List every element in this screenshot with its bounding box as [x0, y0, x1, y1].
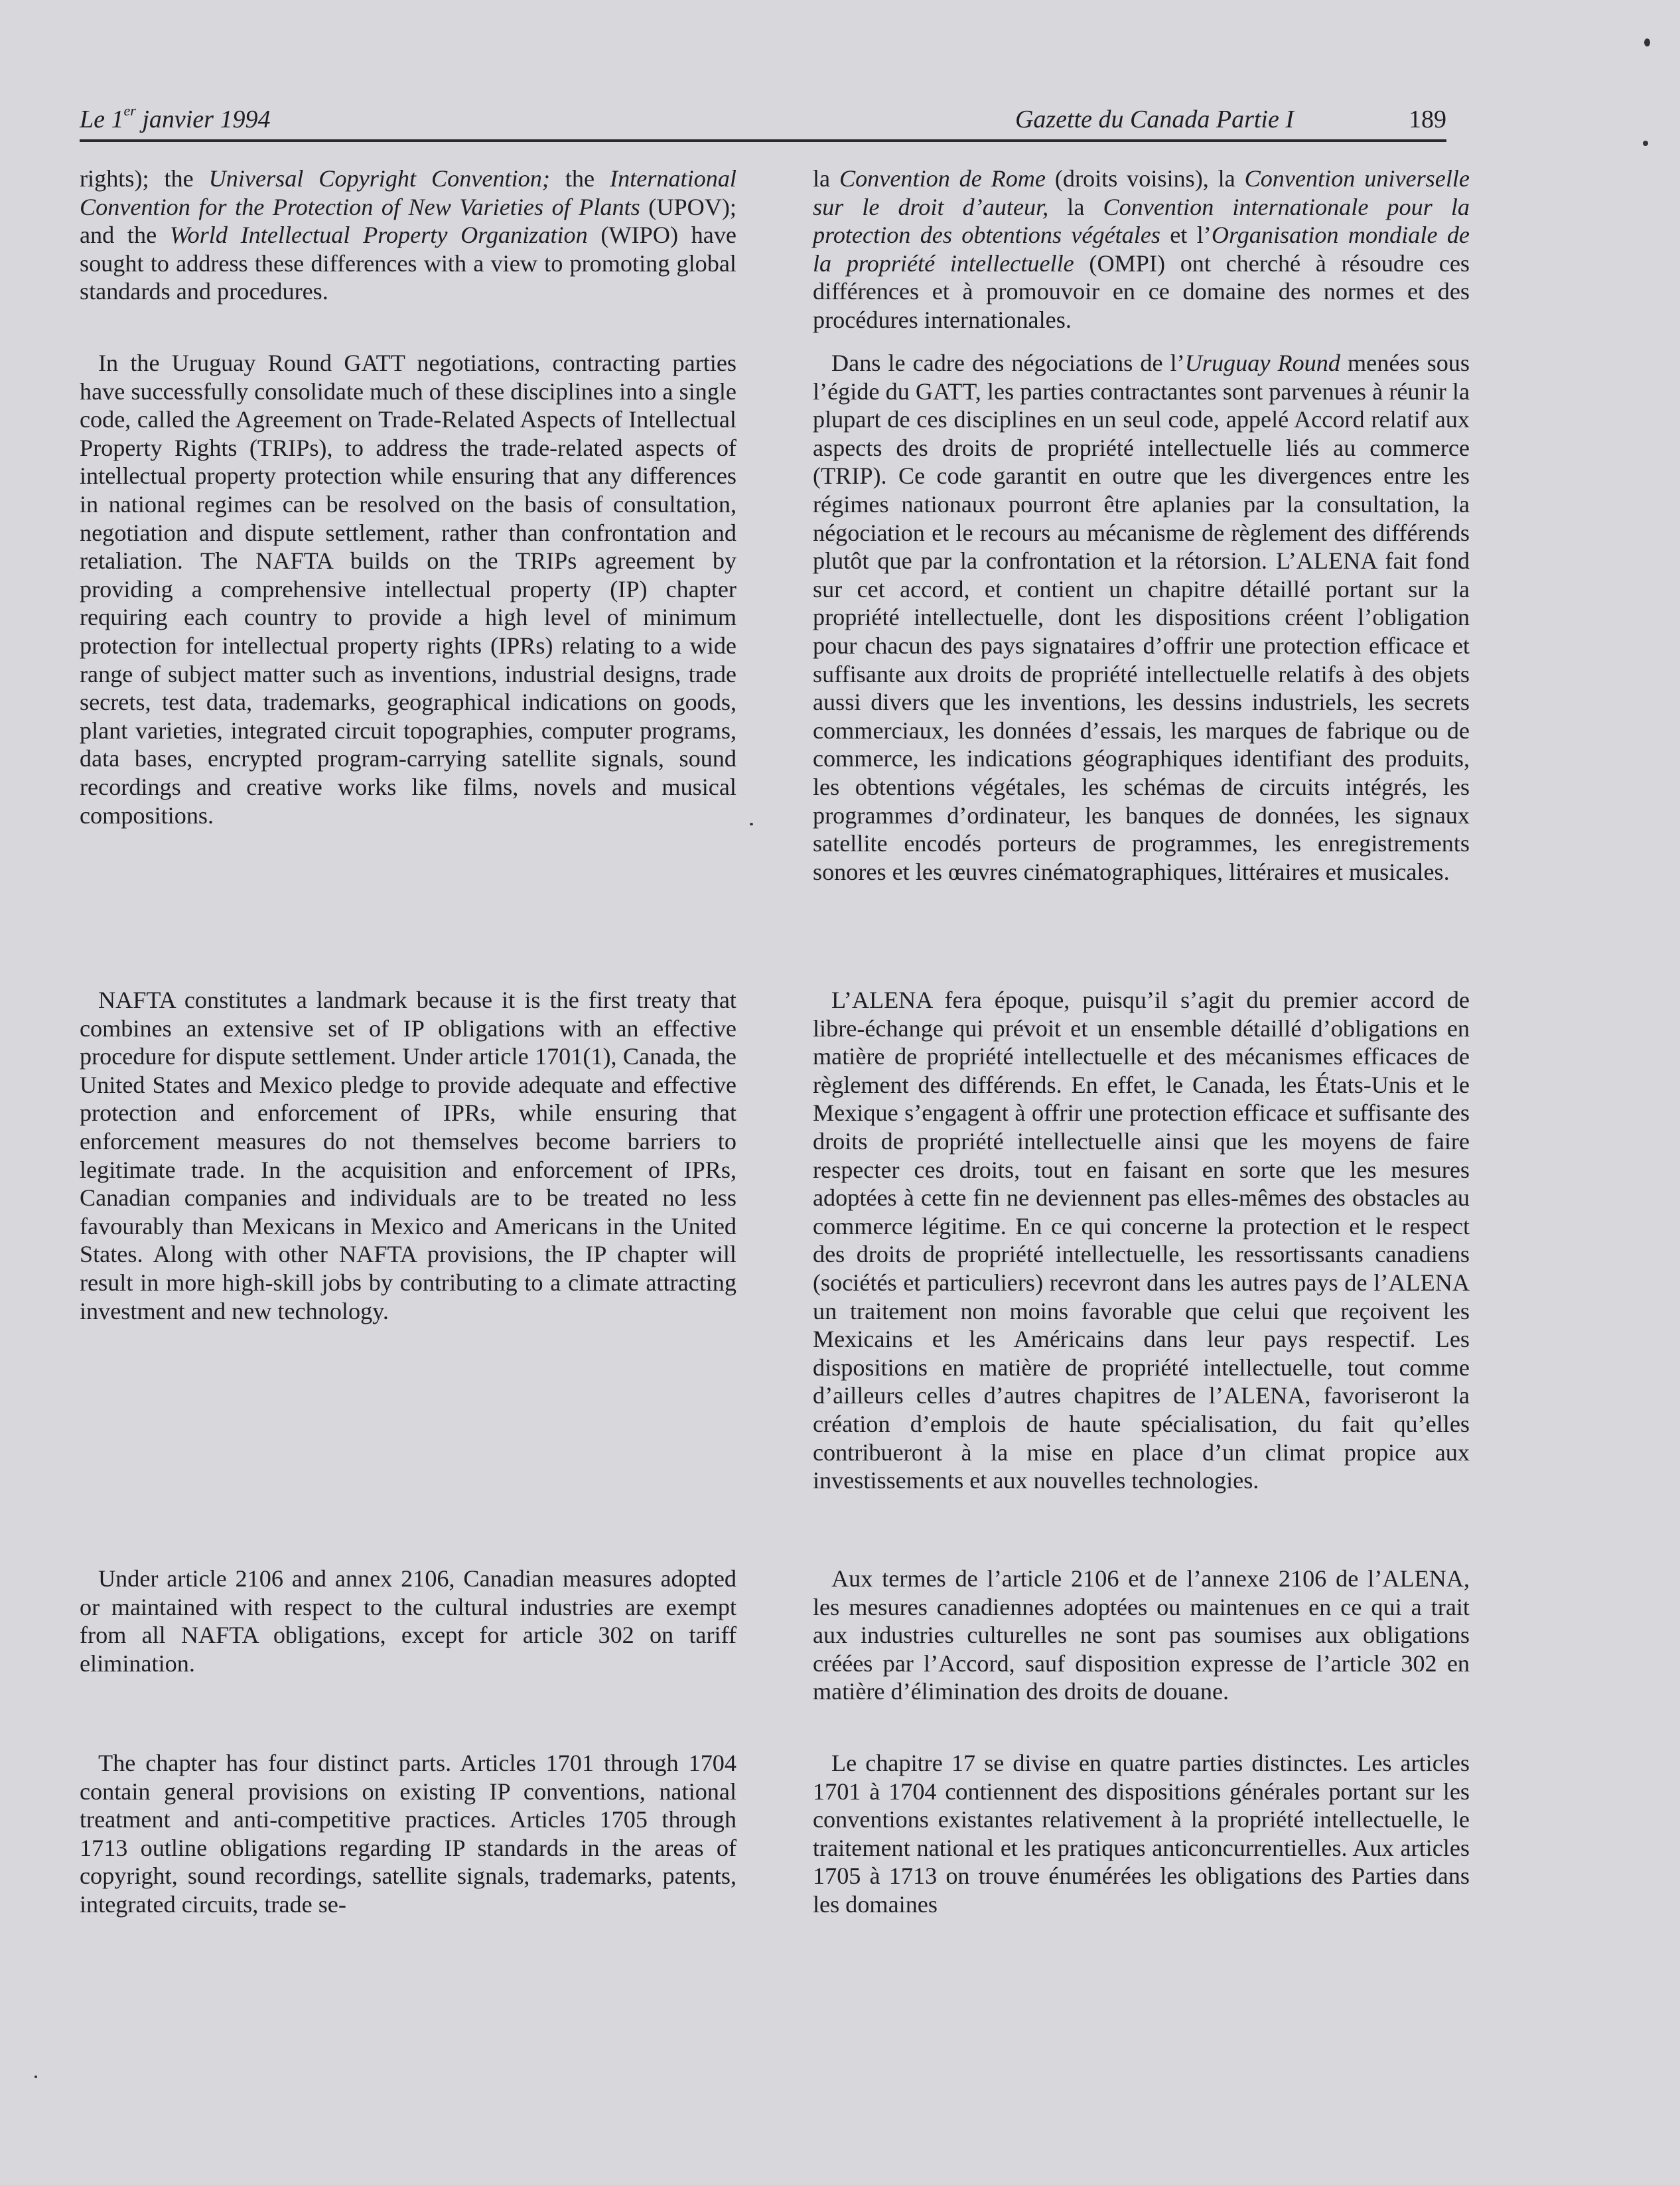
fr-paragraph-3: L’ALENA fera époque, puisqu’il s’agit du premier accord de libre-échange qui prévoit et un ensemble détaillé d’obligations en matière de propriété intellectuelle et des mécanismes efficaces de règlement des différends. En effet, le Canada, les États-Unis et le Mexique s’engagent à offrir une protection efficace et suffisante des droits de propriété intellectuelle ainsi que les moyens de faire respecter ces droits, tout en faisant en sorte que les mesures adoptées à cette fin ne deviennent pas elles-mêmes des obstacles au commerce légitime. En ce qui concerne la protection et le respect des droits de propriété intellectuelle, les ressortissants canadiens (sociétés et particuliers) recevront dans les autres pays de l’ALENA un traitement non moins favorable que celui que reçoivent les Mexicains et les Américains dans leur pays respectif. Les dispositions en matière de propriété intellectuelle, tout comme d’ailleurs celles d’autres chapitres de l’ALENA, favoriseront la création d’emplois de haute spécialisation, du fait qu’elles contribueront à la mise en place d’un climat propice aux investissements et aux nouvelles technologies. [813, 987, 1470, 1494]
page-header [80, 100, 1446, 139]
scan-speck [1644, 38, 1650, 46]
en-paragraph-4: Under article 2106 and annex 2106, Canadian measures adopted or maintained with respect to the cultural industries are exempt from all NAFTA obligations, except for article 302 on tariff elimination. [80, 1565, 736, 1677]
scan-speck [1643, 141, 1648, 146]
en-paragraph-3: NAFTA constitutes a landmark because it is the first treaty that combines an extensive set of IP obligations with an effective procedure for dispute settlement. Under article 1701(1), Canada, the United States and Mexico pledge to provide adequate and effective protection and enforcement of IPRs, while ensuring that enforcement measures do not themselves become barriers to legitimate trade. In the acquisition and enforcement of IPRs, Canadian companies and individuals are to be treated no less favourably than Mexicans in Mexico and Americans in the United States. Along with other NAFTA provisions, the IP chapter will result in more high-skill jobs by contributing to a climate attracting investment and new technology. [80, 987, 736, 1324]
publication-title: Gazette du Canada Partie I [1015, 106, 1294, 133]
issue-date: Le 1er janvier 1994 [80, 102, 271, 133]
en-paragraph-2: In the Uruguay Round GATT negotiations, contracting parties have successfully consolidate much of these disciplines into a single code, called the Agreement on Trade-Related Aspects of Intellectual Property Rights (TRIPs), to address the trade-related aspects of intellectual property protection while ensuring that any differences in national regimes can be resolved on the basis of consultation, negotiation and dispute settlement, rather than confrontation and retaliation. The NAFTA builds on the TRIPs agreement by providing a comprehensive intellectual property (IP) chapter requiring each country to provide a high level of minimum protection for intellectual property rights (IPRs) relating to a wide range of subject matter such as inventions, industrial designs, trade secrets, test data, trademarks, geographical indications on goods, plant varieties, integrated circuit topographies, computer programs, data bases, encrypted program-carrying satellite signals, sound recordings and creative works like films, novels and musical compositions. [80, 350, 736, 829]
page-number: 189 [1409, 106, 1446, 133]
en-paragraph-1: rights); the Universal Copyright Convention; the International Convention for the Protection of New Varieties of Plants (UPOV); and the World Intellectual Property Organization (WIPO) have sought to address these differences with a view to promoting global standards and procedures. [80, 165, 736, 305]
scan-speck [750, 823, 753, 825]
fr-paragraph-2: Dans le cadre des négociations de l’Uruguay Round menées sous l’égide du GATT, les parties contractantes sont parvenues à réunir la plupart de ces disciplines en un seul code, appelé Accord relatif aux aspects des droits de propriété intellectuelle liés au commerce (TRIP). Ce code garantit en outre que les divergences entre les régimes nationaux pourront être aplanies par la consultation, la négociation et le recours au mécanisme de règlement des différends plutôt que par la confrontation et la rétorsion. L’ALENA fait fond sur cet accord, et contient un chapitre détaillé portant sur la propriété intellectuelle, dont les dispositions créent l’obligation pour chacun des pays signataires d’offrir une protection efficace et suffisante aux droits de propriété intellectuelle relatifs à des objets aussi divers que les inventions, les dessins industriels, les secrets commerciaux, les données d’essais, les marques de fabrique ou de commerce, les indications géographiques identifiant des produits, les obtentions végétales, les schémas de circuits intégrés, les programmes d’ordinateur, les banques de données, les signaux satellite encodés porteurs de programmes, les enregistrements sonores et les œuvres cinématographiques, littéraires et musicales. [813, 350, 1470, 885]
scan-speck [35, 2076, 37, 2078]
en-paragraph-5: The chapter has four distinct parts. Articles 1701 through 1704 contain general provisions on existing IP conventions, national treatment and anti-competitive practices. Articles 1705 through 1713 outline obligations regarding IP standards in the areas of copyright, sound recordings, satellite signals, trademarks, patents, integrated circuits, trade se- [80, 1750, 736, 1918]
header-rule [80, 139, 1446, 142]
fr-paragraph-1: la Convention de Rome (droits voisins), la Convention universelle sur le droit d’auteur, la Convention internationale pour la protection des obtentions végétales et l’Organisation mondiale de la propriété intellectuelle (OMPI) ont cherché à résoudre ces différences et à promouvoir en ce domaine des normes et des procédures internationales. [813, 165, 1470, 333]
fr-paragraph-4: Aux termes de l’article 2106 et de l’annexe 2106 de l’ALENA, les mesures canadiennes adoptées ou maintenues en ce qui a trait aux industries culturelles ne sont pas soumises aux obligations créées par l’Accord, sauf disposition expresse de l’article 302 en matière d’élimination des droits de douane. [813, 1565, 1470, 1705]
fr-paragraph-5: Le chapitre 17 se divise en quatre parties distinctes. Les articles 1701 à 1704 contiennent des dispositions générales portant sur les conventions existantes relativement à la propriété intellectuelle, le traitement national et les pratiques anticoncurrentielles. Aux articles 1705 à 1713 on trouve énumérées les obligations des Parties dans les domaines [813, 1750, 1470, 1918]
